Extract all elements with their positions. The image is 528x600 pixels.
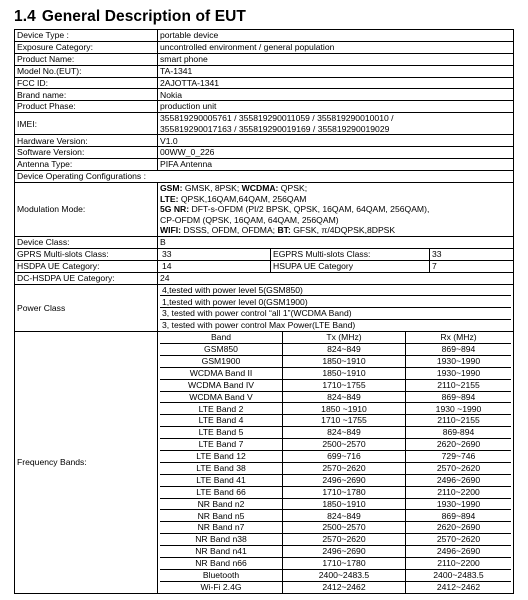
egprs-label: EGPRS Multi-slots Class: (271, 249, 430, 260)
model-no-value: TA-1341 (158, 65, 514, 77)
bt-key: BT: (275, 225, 291, 236)
band-cell: GSM1900 (160, 355, 283, 367)
band-cell: WCDMA Band V (160, 391, 283, 403)
gprs-label: GPRS Multi-slots Class: (15, 248, 158, 260)
frequency-row (160, 355, 511, 367)
frequency-row (160, 450, 511, 462)
rx-cell: 2570~2620 (406, 534, 512, 546)
row-hardware (15, 135, 514, 147)
row-software (15, 147, 514, 159)
tx-cell: 2496~2690 (283, 546, 406, 558)
band-cell: LTE Band 38 (160, 462, 283, 474)
hardware-value: V1.0 (158, 135, 514, 147)
device-class-value: B (158, 236, 514, 248)
tx-cell: 1850~1910 (283, 355, 406, 367)
modulation-label: Modulation Mode: (15, 182, 158, 236)
frequency-row (160, 569, 511, 581)
rx-header: Rx (MHz) (406, 332, 512, 343)
frequency-row (160, 486, 511, 498)
antenna-label: Antenna Type: (15, 159, 158, 171)
frequency-row (160, 498, 511, 510)
hsdpa-label: HSDPA UE Category: (15, 260, 158, 272)
band-cell: Wi-Fi 2.4G (160, 581, 283, 592)
row-power-class (15, 284, 514, 332)
imei-value (158, 113, 514, 135)
rx-cell: 2110~2155 (406, 379, 512, 391)
band-cell: NR Band n41 (160, 546, 283, 558)
software-value: 00WW_0_226 (158, 147, 514, 159)
device-type-value: portable device (158, 30, 514, 42)
band-cell: LTE Band 7 (160, 439, 283, 451)
frequency-row (160, 558, 511, 570)
software-label: Software Version: (15, 147, 158, 159)
egprs-value: 33 (430, 249, 512, 260)
band-cell: NR Band n2 (160, 498, 283, 510)
fcc-id-value: 2AJOTTA-1341 (158, 77, 514, 89)
rx-cell: 2496~2690 (406, 546, 512, 558)
hsdpa-value: 14 (160, 261, 271, 272)
rx-cell: 869~894 (406, 510, 512, 522)
gprs-value: 33 (160, 249, 271, 260)
power-class-line: 4,tested with power level 5(GSM850) (160, 285, 511, 296)
bt-value: GFSK, π/4DQPSK,8DPSK (290, 225, 396, 236)
rx-cell: 729~746 (406, 450, 512, 462)
wifi-key: WIFI: (160, 225, 181, 236)
device-type-label: Device Type : (15, 30, 158, 42)
band-cell: WCDMA Band II (160, 367, 283, 379)
brand-value: Nokia (158, 89, 514, 101)
row-phase (15, 101, 514, 113)
rx-cell: 869~894 (406, 343, 512, 355)
wcdma-value: QPSK; (278, 182, 308, 193)
product-name-label: Product Name: (15, 53, 158, 65)
rx-cell: 2412~2462 (406, 581, 512, 592)
nr-value: DFT-s-OFDM (PI/2 BPSK, QPSK, 16QAM, 64QAM, 256QAM), (189, 204, 430, 215)
tx-cell: 2500~2570 (283, 439, 406, 451)
band-cell: GSM850 (160, 343, 283, 355)
brand-label: Brand name: (15, 89, 158, 101)
rx-cell: 869-894 (406, 427, 512, 439)
modulation-line-nr (160, 204, 511, 215)
modulation-line-wifi (160, 225, 511, 236)
band-cell: Bluetooth (160, 569, 283, 581)
row-model-no (15, 65, 514, 77)
tx-cell: 1850~1910 (283, 498, 406, 510)
tx-cell: 2570~2620 (283, 534, 406, 546)
row-modulation (15, 182, 514, 236)
rx-cell: 2110~2155 (406, 415, 512, 427)
tx-cell: 1850 ~1910 (283, 403, 406, 415)
frequency-row (160, 534, 511, 546)
row-exposure (15, 41, 514, 53)
rx-cell: 1930 ~1990 (406, 403, 512, 415)
phase-label: Product Phase: (15, 101, 158, 113)
row-gprs (15, 248, 514, 260)
rx-cell: 2620~2690 (406, 439, 512, 451)
band-cell: NR Band n38 (160, 534, 283, 546)
frequency-table (160, 332, 511, 593)
tx-cell: 1710~1780 (283, 558, 406, 570)
rx-cell: 1930~1990 (406, 355, 512, 367)
tx-cell: 699~716 (283, 450, 406, 462)
tx-cell: 824~849 (283, 427, 406, 439)
gsm-value: GMSK, 8PSK; (182, 182, 240, 193)
lte-key: LTE: (160, 193, 179, 204)
imei-line-2: 355819290017163 / 355819290019169 / 355819290019029 (160, 123, 390, 134)
frequency-header-row (160, 332, 511, 343)
frequency-row (160, 462, 511, 474)
imei-line-1: 355819290005761 / 355819290011059 / 355819290010010 / (160, 113, 394, 124)
nr-key: 5G NR: (160, 204, 190, 215)
frequency-row (160, 379, 511, 391)
power-class-label: Power Class (15, 284, 158, 332)
frequency-row (160, 391, 511, 403)
row-brand (15, 89, 514, 101)
frequency-row (160, 439, 511, 451)
modulation-line-lte (160, 194, 511, 205)
frequency-row (160, 403, 511, 415)
tx-cell: 1710~1755 (283, 379, 406, 391)
power-class-line: 1,tested with power level 0(GSM1900) (160, 296, 511, 308)
product-name-value: smart phone (158, 53, 514, 65)
frequency-row (160, 474, 511, 486)
band-cell: LTE Band 5 (160, 427, 283, 439)
dc-hsdpa-label: DC-HSDPA UE Category: (15, 272, 158, 284)
section-heading (14, 8, 246, 26)
rx-cell: 1930~1990 (406, 498, 512, 510)
rx-cell: 869~894 (406, 391, 512, 403)
frequency-label: Frequency Bands: (15, 332, 158, 594)
section-number: 1.4 (14, 8, 36, 25)
tx-cell: 824~849 (283, 343, 406, 355)
dc-hsdpa-value: 24 (158, 272, 514, 284)
exposure-label: Exposure Category: (15, 41, 158, 53)
frequency-row (160, 343, 511, 355)
wcdma-key: WCDMA: (239, 182, 279, 193)
band-cell: LTE Band 66 (160, 486, 283, 498)
frequency-row (160, 415, 511, 427)
band-cell: NR Band n5 (160, 510, 283, 522)
imei-label: IMEI: (15, 113, 158, 135)
tx-header: Tx (MHz) (283, 332, 406, 343)
section-title: General Description of EUT (41, 8, 246, 25)
lte-value: QPSK,16QAM,64QAM, 256QAM (178, 193, 307, 204)
band-header: Band (160, 332, 283, 343)
band-cell: LTE Band 12 (160, 450, 283, 462)
power-class-line: 3, tested with power control Max Power(LTE Band) (160, 320, 511, 331)
row-product-name (15, 53, 514, 65)
rx-cell: 2110~2200 (406, 558, 512, 570)
band-cell: LTE Band 2 (160, 403, 283, 415)
rx-cell: 2620~2690 (406, 522, 512, 534)
hardware-label: Hardware Version: (15, 135, 158, 147)
frequency-row (160, 367, 511, 379)
row-fcc-id (15, 77, 514, 89)
hsupa-label: HSUPA UE Category (271, 261, 430, 272)
tx-cell: 2400~2483.5 (283, 569, 406, 581)
hsupa-value: 7 (430, 261, 512, 272)
row-imei (15, 113, 514, 135)
modulation-line-nr-cp: CP-OFDM (QPSK, 16QAM, 64QAM, 256QAM) (160, 214, 339, 225)
device-class-label: Device Class: (15, 236, 158, 248)
antenna-value: PIFA Antenna (158, 159, 514, 171)
row-device-type (15, 30, 514, 42)
row-frequency-bands (15, 332, 514, 594)
frequency-row (160, 427, 511, 439)
tx-cell: 824~849 (283, 510, 406, 522)
band-cell: NR Band n7 (160, 522, 283, 534)
frequency-row (160, 510, 511, 522)
tx-cell: 1710 ~1755 (283, 415, 406, 427)
fcc-id-label: FCC ID: (15, 77, 158, 89)
gsm-key: GSM: (160, 182, 183, 193)
configurations-label: Device Operating Configurations : (15, 171, 514, 183)
rx-cell: 2496~2690 (406, 474, 512, 486)
modulation-value (158, 182, 514, 236)
wifi-value: DSSS, OFDM, OFDMA; (181, 225, 276, 236)
power-class-line: 3, tested with power control “all 1”(WCDMA Band) (160, 308, 511, 320)
row-hsdpa (15, 260, 514, 272)
tx-cell: 1850~1910 (283, 367, 406, 379)
rx-cell: 2400~2483.5 (406, 569, 512, 581)
rx-cell: 2110~2200 (406, 486, 512, 498)
tx-cell: 2570~2620 (283, 462, 406, 474)
band-cell: LTE Band 41 (160, 474, 283, 486)
frequency-row (160, 546, 511, 558)
band-cell: WCDMA Band IV (160, 379, 283, 391)
tx-cell: 2412~2462 (283, 581, 406, 592)
rx-cell: 1930~1990 (406, 367, 512, 379)
row-dc-hsdpa (15, 272, 514, 284)
band-cell: NR Band n66 (160, 558, 283, 570)
row-device-class (15, 236, 514, 248)
exposure-value: uncontrolled environment / general population (158, 41, 514, 53)
tx-cell: 824~849 (283, 391, 406, 403)
eut-description-table (14, 29, 514, 594)
model-no-label: Model No.(EUT): (15, 65, 158, 77)
frequency-row (160, 522, 511, 534)
phase-value: production unit (158, 101, 514, 113)
tx-cell: 1710~1780 (283, 486, 406, 498)
tx-cell: 2500~2570 (283, 522, 406, 534)
modulation-line-gsm (160, 183, 511, 194)
frequency-row (160, 581, 511, 592)
tx-cell: 2496~2690 (283, 474, 406, 486)
row-antenna (15, 159, 514, 171)
rx-cell: 2570~2620 (406, 462, 512, 474)
row-configurations (15, 171, 514, 183)
band-cell: LTE Band 4 (160, 415, 283, 427)
